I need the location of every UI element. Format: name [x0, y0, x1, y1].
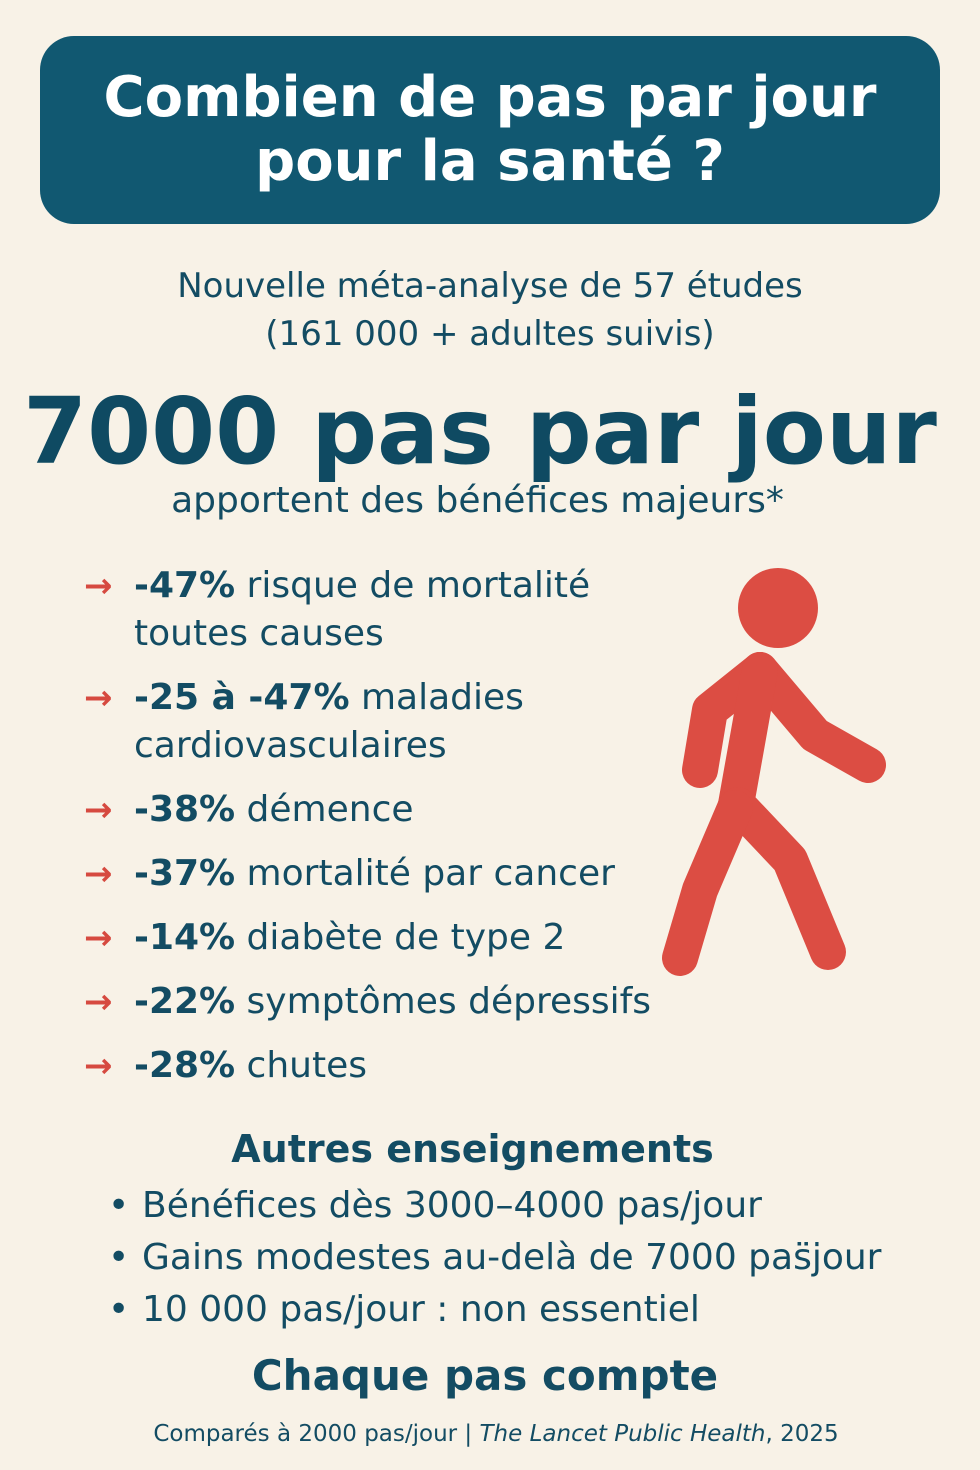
- benefit-item: [84, 978, 764, 1026]
- list-item-text: Bénéfices dès 3000–4000 pas/jour: [142, 1185, 762, 1226]
- footer-journal: The Lancet Public Health: [479, 1421, 766, 1447]
- footer-source: [0, 1418, 980, 1450]
- benefit-label: maladies: [349, 677, 524, 718]
- walking-person-icon: [660, 560, 900, 980]
- benefit-label: démence: [235, 789, 414, 830]
- list-item: [108, 1232, 881, 1284]
- headline: 7000 pas par jour: [23, 378, 937, 485]
- benefit-percentage: -37%: [134, 853, 236, 894]
- footer-year: , 2025: [765, 1421, 839, 1447]
- benefit-text: [134, 850, 615, 898]
- benefit-label: diabète de type 2: [235, 917, 566, 958]
- benefit-label: mortalité par cancer: [235, 853, 615, 894]
- title-line-1: Combien de pas par jour: [103, 65, 877, 130]
- subheadline: apportent des bénéfices majeurs*: [171, 480, 784, 521]
- other-findings-title: Autres enseignements: [231, 1127, 714, 1171]
- benefit-text: [134, 978, 651, 1026]
- benefit-text: [134, 1042, 367, 1090]
- subtitle-line-2: (161 000 + adultes suivis): [265, 314, 715, 354]
- title-line-2: pour la santé ?: [255, 129, 725, 194]
- benefit-label: risque de mortalité: [235, 565, 591, 606]
- footer-note: Comparés à 2000 pas/jour |: [153, 1421, 480, 1447]
- benefit-label-continued: cardiovasculaires: [134, 725, 447, 766]
- benefit-percentage: -38%: [134, 789, 236, 830]
- arrow-right-icon: →: [84, 854, 113, 894]
- benefit-percentage: -22%: [134, 981, 236, 1022]
- arrow-right-icon: →: [84, 1046, 113, 1086]
- benefit-item: [84, 1042, 764, 1090]
- arrow-right-icon: →: [84, 790, 113, 830]
- arrow-right-icon: →: [84, 982, 113, 1022]
- benefit-label-continued: toutes causes: [134, 613, 384, 654]
- benefit-text: [134, 914, 565, 962]
- slogan: Chaque pas compte: [251, 1351, 719, 1400]
- title-banner: [40, 36, 940, 224]
- list-item: [108, 1284, 881, 1336]
- benefit-percentage: -47%: [134, 565, 236, 606]
- bullet-icon: •: [108, 1237, 130, 1278]
- arrow-right-icon: →: [84, 566, 113, 606]
- list-item: [108, 1180, 881, 1232]
- arrow-right-icon: →: [84, 678, 113, 718]
- study-subtitle: [0, 262, 980, 358]
- bullet-icon: •: [108, 1185, 130, 1226]
- benefit-text: [134, 674, 524, 770]
- benefit-label: chutes: [235, 1045, 367, 1086]
- other-findings-list: [108, 1180, 881, 1336]
- benefit-text: [134, 786, 414, 834]
- benefit-percentage: -14%: [134, 917, 236, 958]
- list-item-text: Gains modestes au-delà de 7000 pas̈jour: [142, 1237, 882, 1278]
- arrow-right-icon: →: [84, 918, 113, 958]
- bullet-icon: •: [108, 1289, 130, 1330]
- subtitle-line-1: Nouvelle méta-analyse de 57 études: [177, 266, 803, 306]
- benefit-percentage: -28%: [134, 1045, 236, 1086]
- benefit-label: symptômes dépressifs: [235, 981, 652, 1022]
- benefit-percentage: -25 à -47%: [134, 677, 350, 718]
- list-item-text: 10 000 pas/jour : non essentiel: [142, 1289, 700, 1330]
- benefit-text: [134, 562, 590, 658]
